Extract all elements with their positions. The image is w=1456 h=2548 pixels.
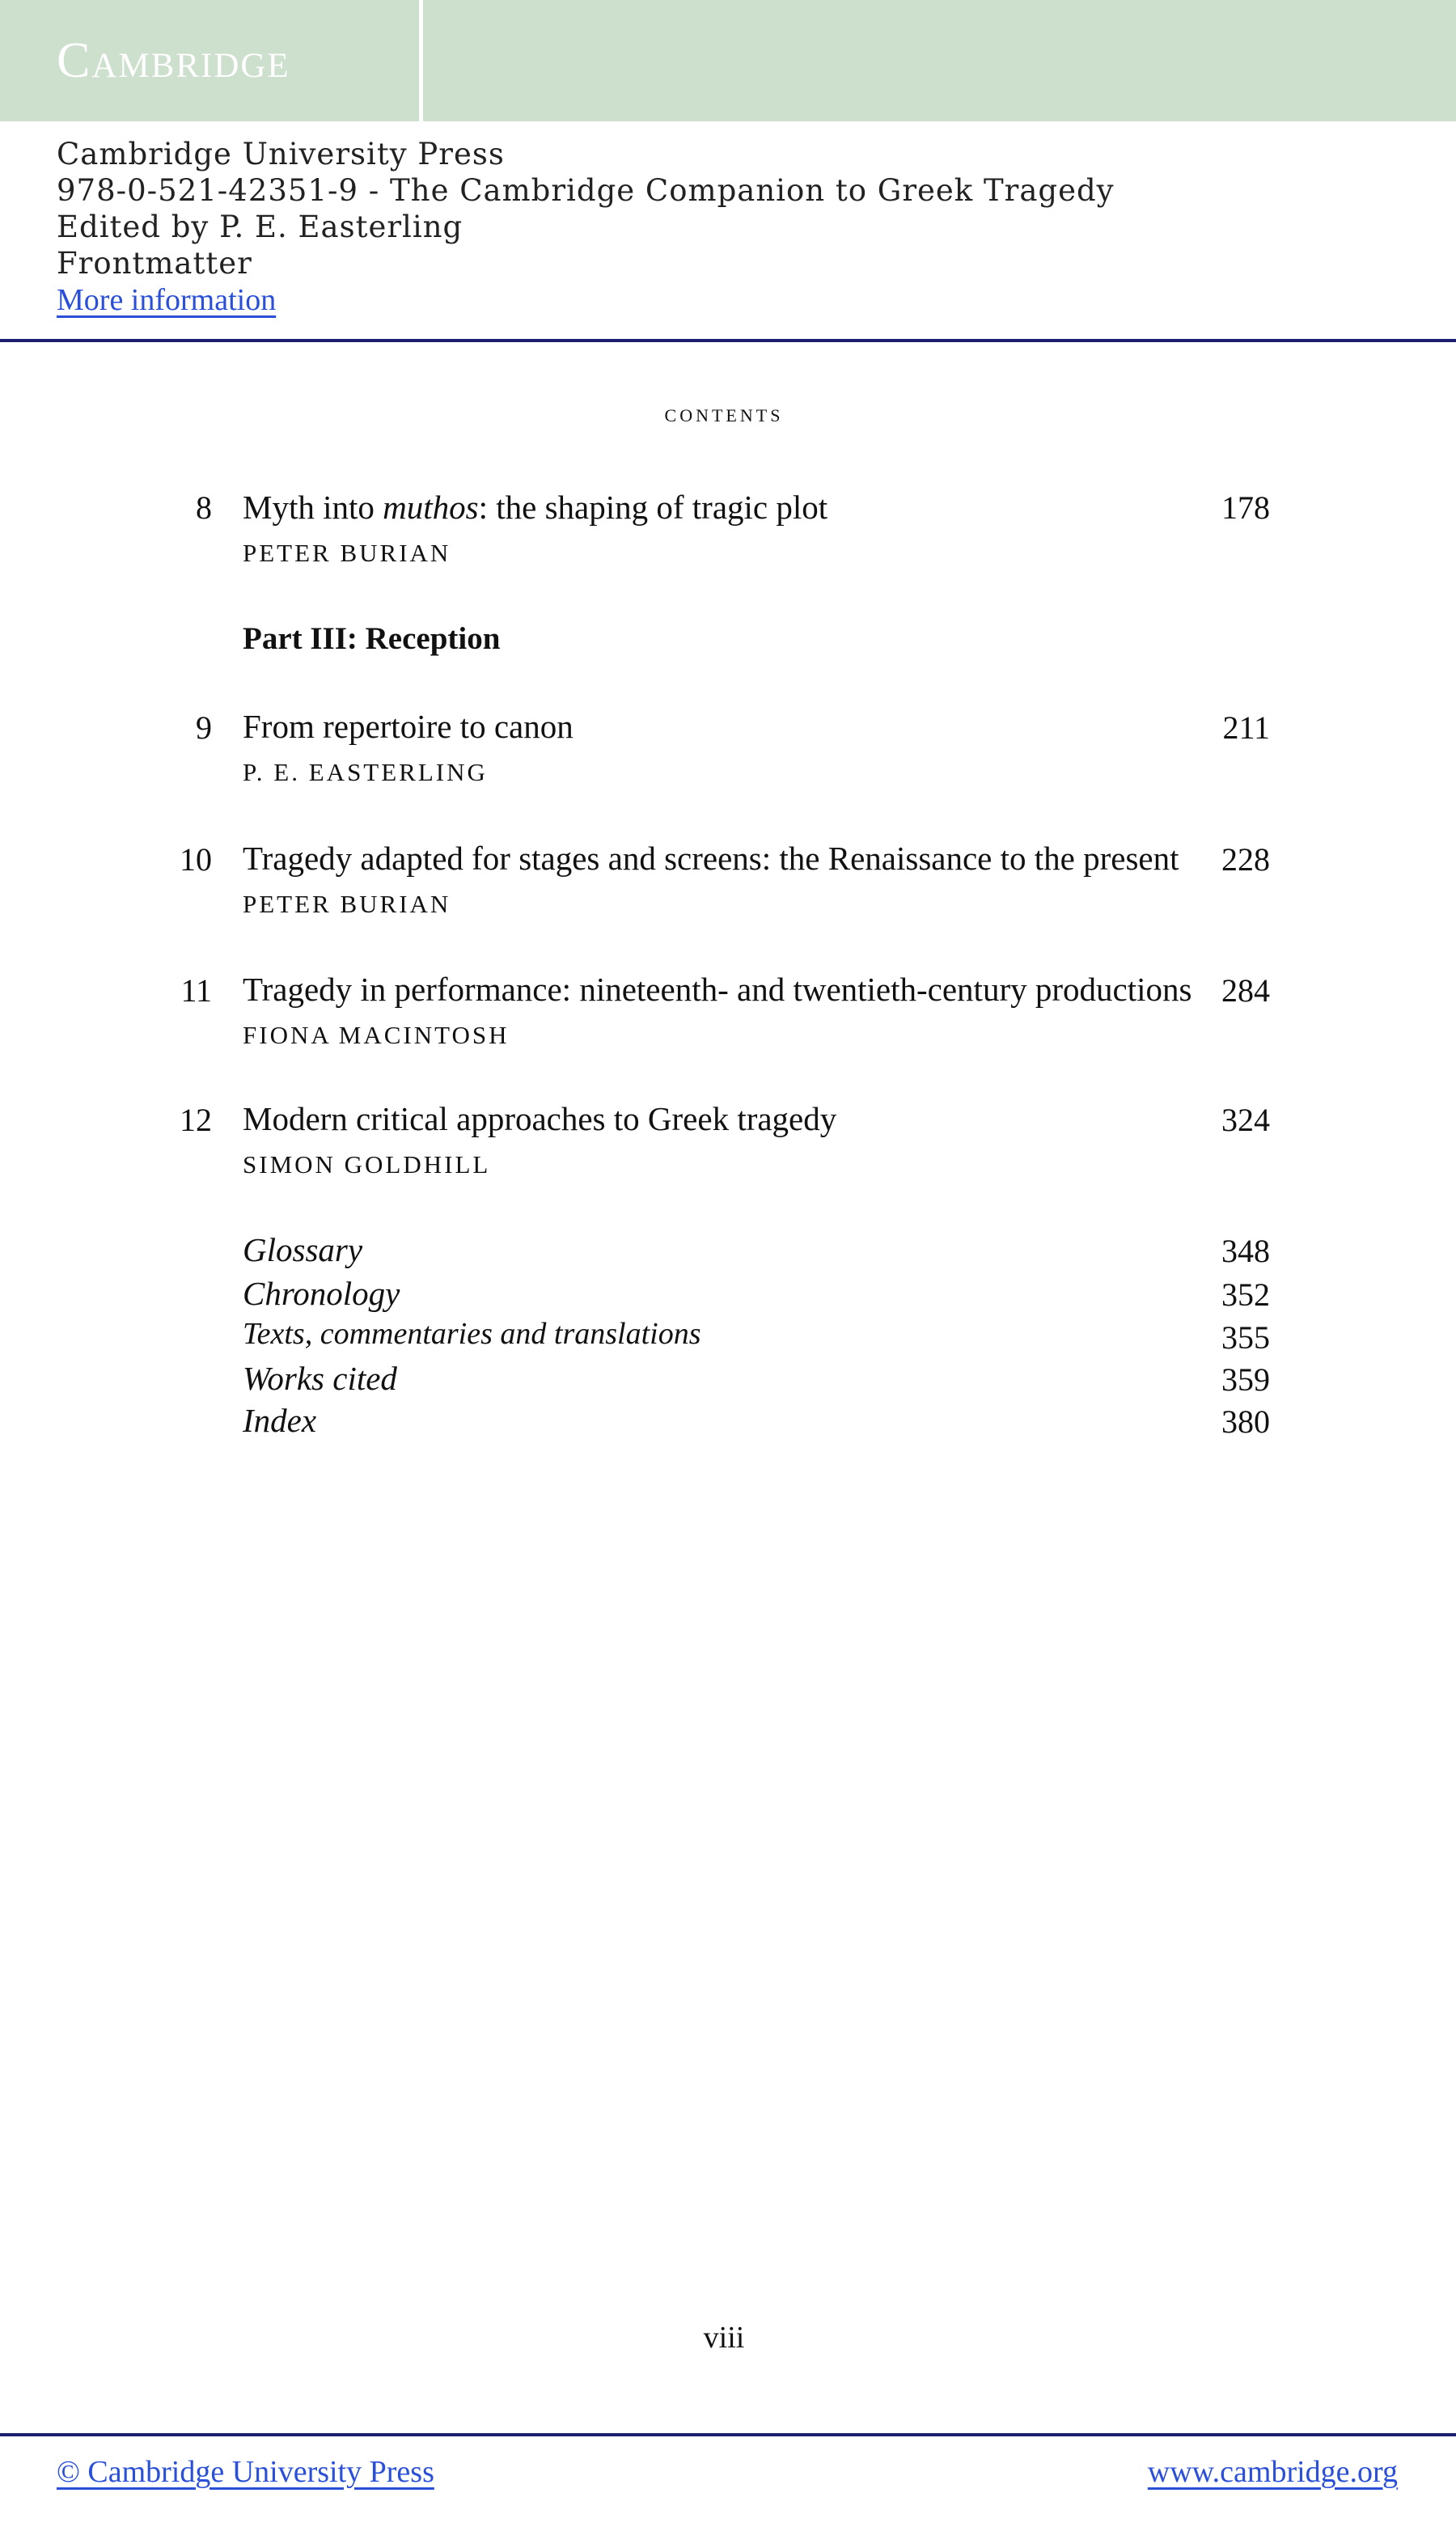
backmatter-title[interactable]: Index — [243, 1402, 317, 1439]
part-heading: Part III: Reception — [243, 621, 501, 656]
chapter-title[interactable]: From repertoire to canon — [243, 708, 574, 745]
contents-heading: contents — [664, 399, 784, 427]
page-number: 355 — [1221, 1319, 1270, 1356]
page-number: 352 — [1221, 1276, 1270, 1313]
backmatter-title[interactable]: Works cited — [243, 1360, 397, 1397]
page-number: 348 — [1221, 1233, 1270, 1269]
title-italic-text: muthos — [383, 489, 479, 526]
book-metadata — [57, 136, 1115, 319]
page-number: 211 — [1222, 709, 1270, 746]
chapter-number: 8 — [196, 489, 212, 526]
footer-rule — [0, 2433, 1456, 2436]
header-rule — [0, 339, 1456, 342]
page-number: 178 — [1221, 489, 1270, 526]
cambridge-logo[interactable]: Cambridge — [57, 33, 290, 88]
chapter-number: 11 — [180, 972, 212, 1009]
page-number: 380 — [1221, 1403, 1270, 1440]
page-number: 228 — [1221, 841, 1270, 878]
copyright-link[interactable]: © Cambridge University Press — [57, 2455, 434, 2489]
backmatter-title[interactable]: Glossary — [243, 1231, 363, 1268]
editor-line: Edited by P. E. Easterling — [57, 210, 463, 244]
page-number: 284 — [1221, 972, 1270, 1009]
publisher-name: Cambridge University Press — [57, 137, 505, 171]
page-number: 324 — [1221, 1102, 1270, 1138]
section-label: Frontmatter — [57, 246, 252, 281]
chapter-author: PETER BURIAN — [243, 890, 451, 918]
chapter-author: P. E. EASTERLING — [243, 758, 488, 786]
chapter-number: 10 — [180, 841, 212, 878]
chapter-author: SIMON GOLDHILL — [243, 1150, 491, 1179]
chapter-author: FIONA MACINTOSH — [243, 1021, 510, 1049]
isbn-title: 978-0-521-42351-9 - The Cambridge Companion to Greek Tragedy — [57, 173, 1115, 208]
page-number: 359 — [1221, 1361, 1270, 1398]
more-information-link[interactable]: More information — [57, 283, 277, 317]
chapter-author: PETER BURIAN — [243, 539, 451, 567]
title-text: Myth into — [243, 489, 383, 526]
page-folio: viii — [703, 2321, 745, 2355]
chapter-title[interactable]: Tragedy in performance: nineteenth- and twentieth-century productions — [243, 971, 1192, 1008]
backmatter-title[interactable]: Texts, commentaries and translations — [243, 1317, 701, 1351]
website-link[interactable]: www.cambridge.org — [1147, 2455, 1398, 2489]
chapter-title[interactable]: Tragedy adapted for stages and screens: the Renaissance to the present — [243, 840, 1179, 877]
header-banner — [0, 0, 1456, 121]
banner-divider — [419, 0, 423, 121]
chapter-title[interactable]: Modern critical approaches to Greek tragedy — [243, 1100, 837, 1137]
chapter-number: 9 — [196, 709, 212, 746]
chapter-number: 12 — [180, 1102, 212, 1138]
chapter-title[interactable] — [243, 488, 827, 527]
backmatter-title[interactable]: Chronology — [243, 1275, 400, 1312]
title-text: : the shaping of tragic plot — [478, 489, 828, 526]
